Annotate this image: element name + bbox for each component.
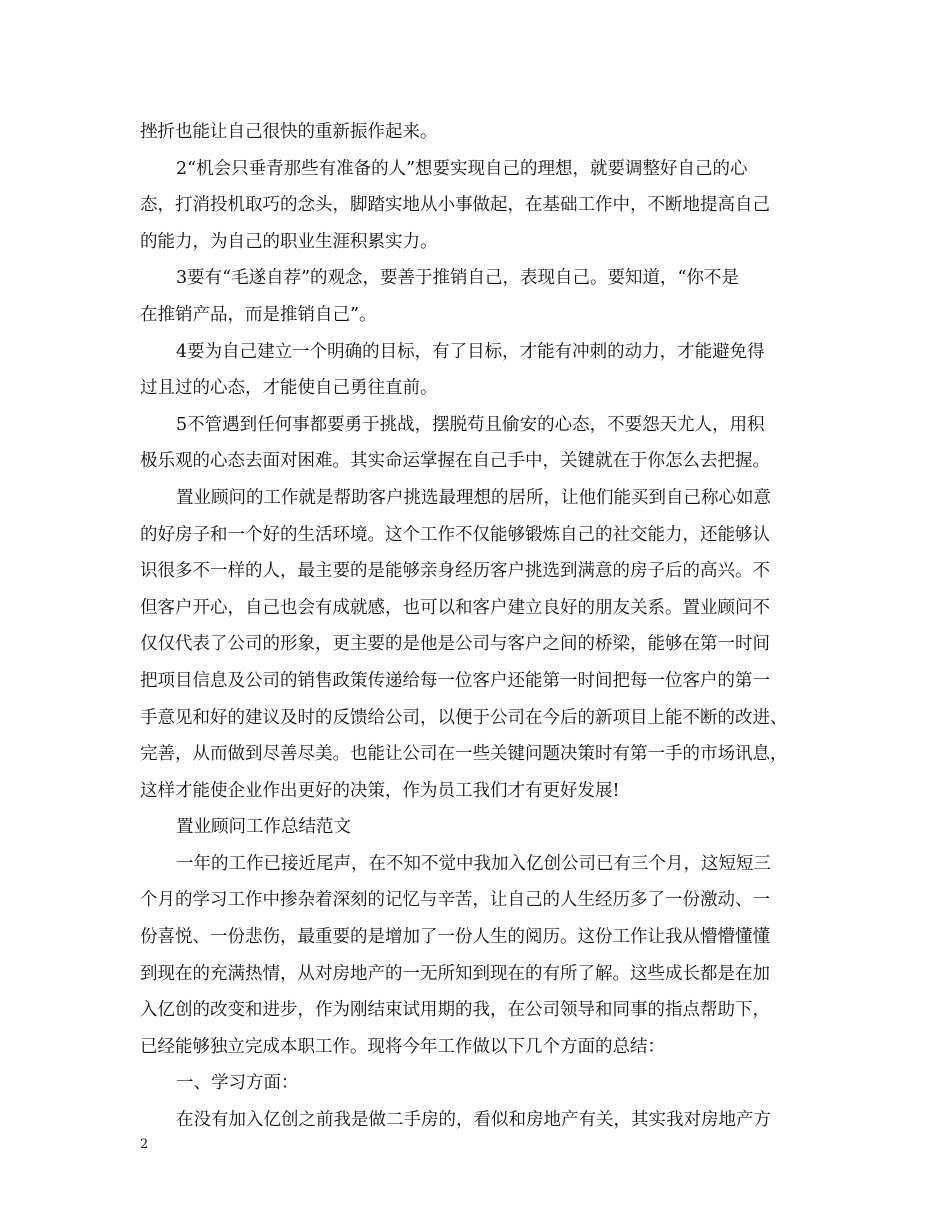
text-line: 态，打消投机取巧的念头，脚踏实地从小事做起，在基础工作中，不断地提高自己 <box>140 195 770 216</box>
text-line: 一年的工作已接近尾声，在不知不觉中我加入亿创公司已有三个月，这短短三 <box>176 853 771 874</box>
text-line: 完善，从而做到尽善尽美。也能让公司在一些关键问题决策时有第一手的市场讯息， <box>140 744 788 765</box>
text-line: 把项目信息及公司的销售政策传递给每一位客户还能第一时间把每一位客户的第一 <box>140 670 770 691</box>
text-line: 3要有“毛遂自荐”的观念，要善于推销自己，表现自己。要知道，“你不是 <box>176 268 739 289</box>
text-line: 这样才能使企业作出更好的决策，作为员工我们才有更好发展! <box>140 780 620 801</box>
text-line: 的能力，为自己的职业生涯积累实力。 <box>140 231 438 252</box>
page-number: 2 <box>140 1137 149 1152</box>
text-line: 5不管遇到任何事都要勇于挑战，摆脱苟且偷安的心态，不要怨天尤人，用积 <box>176 414 765 435</box>
text-line: 过且过的心态，才能使自己勇往直前。 <box>140 378 438 399</box>
text-line: 在没有加入亿创之前我是做二手房的，看似和房地产有关，其实我对房地产方 <box>176 1110 771 1131</box>
text-line: 极乐观的心态去面对困难。其实命运掌握在自己手中，关键就在于你怎么去把握。 <box>140 451 770 472</box>
text-line: 已经能够独立完成本职工作。现将今年工作做以下几个方面的总结： <box>140 1036 665 1057</box>
text-line: 仅仅代表了公司的形象，更主要的是他是公司与客户之间的桥梁，能够在第一时间 <box>140 634 770 655</box>
text-line: 在推销产品，而是推销自己”。 <box>140 304 377 325</box>
text-line: 置业顾问的工作就是帮助客户挑选最理想的居所，让他们能买到自己称心如意 <box>176 487 771 508</box>
text-line: 份喜悦、一份悲伤，最重要的是增加了一份人生的阅历。这份工作让我从懵懵懂懂 <box>140 927 770 948</box>
text-line: 挫折也能让自己很快的重新振作起来。 <box>140 122 438 142</box>
text-line: 手意见和好的建议及时的反馈给公司，以便于公司在今后的新项目上能不断的改进、 <box>140 707 788 728</box>
document-body <box>140 114 825 1139</box>
text-line: 但客户开心，自己也会有成就感，也可以和客户建立良好的朋友关系。置业顾问不 <box>140 597 770 618</box>
text-line: 2“机会只垂青那些有准备的人”想要实现自己的理想，就要调整好自己的心 <box>176 158 748 179</box>
text-line: 一、学习方面： <box>176 1073 299 1094</box>
text-line: 到现在的充满热情，从对房地产的一无所知到现在的有所了解。这些成长都是在加 <box>140 963 770 984</box>
text-line: 入亿创的改变和进步，作为刚结束试用期的我，在公司领导和同事的指点帮助下， <box>140 1000 770 1021</box>
text-line: 置业顾问工作总结范文 <box>176 817 351 838</box>
text-line: 识很多不一样的人，最主要的是能够亲身经历客户挑选到满意的房子后的高兴。不 <box>140 561 770 582</box>
text-line: 的好房子和一个好的生活环境。这个工作不仅能够锻炼自己的社交能力，还能够认 <box>140 524 770 545</box>
text-line: 个月的学习工作中掺杂着深刻的记忆与辛苦，让自己的人生经历多了一份激动、一 <box>140 890 770 911</box>
text-line: 4要为自己建立一个明确的目标，有了目标，才能有冲刺的动力，才能避免得 <box>176 341 765 362</box>
